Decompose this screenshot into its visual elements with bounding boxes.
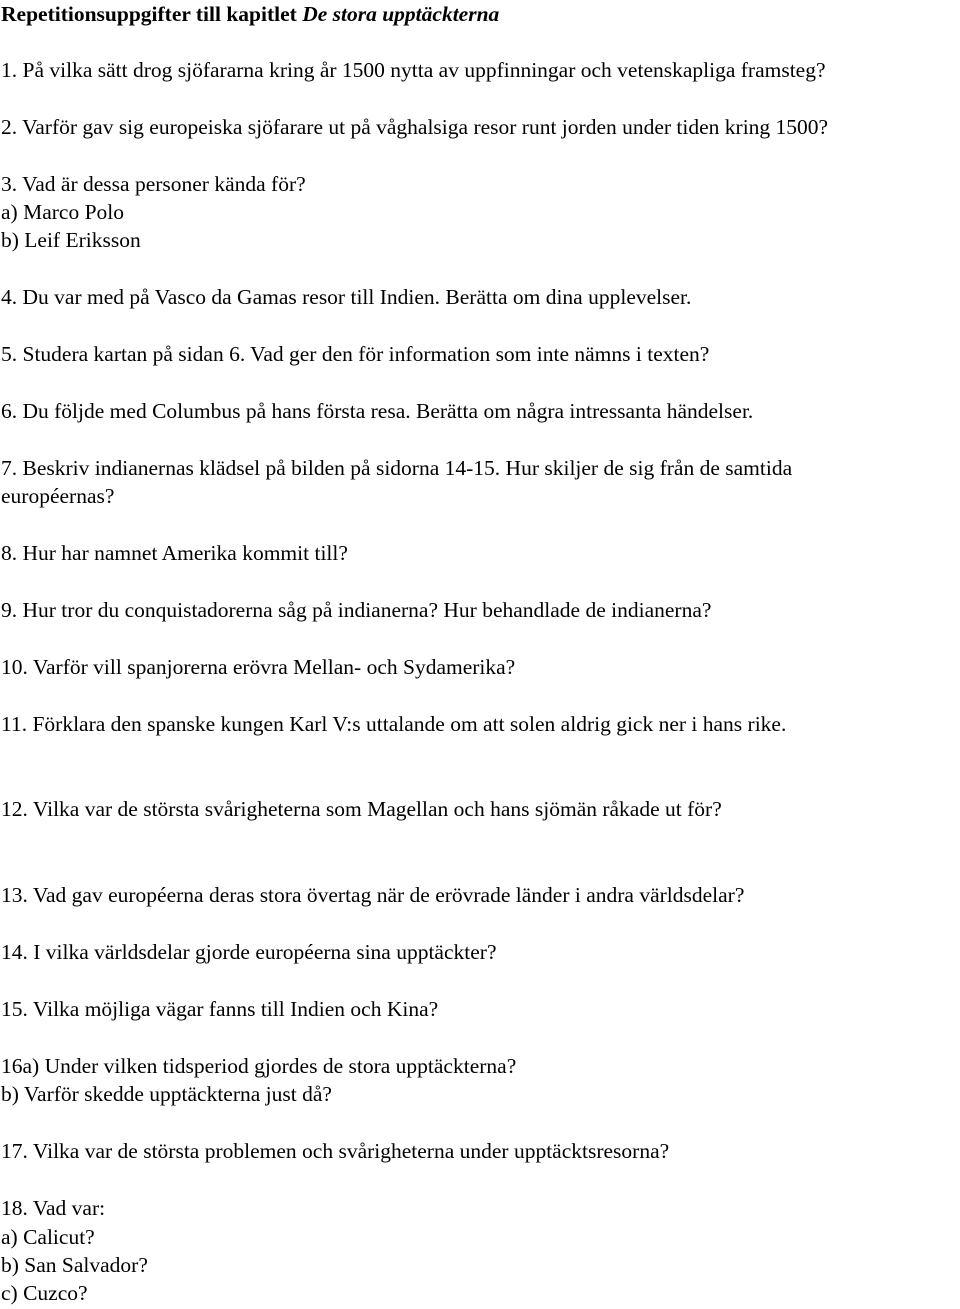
question-10: 10. Varför vill spanjorerna erövra Mellan- och Sydamerika? — [1, 655, 516, 679]
question-11: 11. Förklara den spanske kungen Karl V:s uttalande om att solen aldrig gick ner i hans rike. — [1, 712, 787, 736]
title-prefix: Repetitionsuppgifter till kapitlet — [1, 2, 303, 26]
question-2: 2. Varför gav sig europeiska sjöfarare ut på våghalsiga resor runt jorden under tiden kring 1500? — [1, 115, 829, 139]
question-17: 17. Vilka var de största problemen och svårigheterna under upptäcktsresorna? — [1, 1139, 670, 1163]
question-16a: 16a) Under vilken tidsperiod gjordes de stora upptäckterna? — [1, 1054, 517, 1078]
question-18a: a) Calicut? — [1, 1225, 95, 1249]
question-3a: a) Marco Polo — [1, 200, 124, 224]
question-12: 12. Vilka var de största svårigheterna som Magellan och hans sjömän råkade ut för? — [1, 797, 722, 821]
question-9: 9. Hur tror du conquistadorerna såg på indianerna? Hur behandlade de indianerna? — [1, 598, 712, 622]
question-13: 13. Vad gav européerna deras stora övertag när de erövrade länder i andra världsdelar? — [1, 883, 745, 907]
question-18b: b) San Salvador? — [1, 1253, 148, 1277]
question-7-line-2: européernas? — [1, 484, 115, 508]
question-16b: b) Varför skedde upptäckterna just då? — [1, 1082, 332, 1106]
question-5: 5. Studera kartan på sidan 6. Vad ger den för information som inte nämns i texten? — [1, 342, 710, 366]
question-8: 8. Hur har namnet Amerika kommit till? — [1, 541, 348, 565]
document-title — [1, 0, 499, 28]
question-7-line-1: 7. Beskriv indianernas klädsel på bilden på sidorna 14-15. Hur skiljer de sig från de samtida — [1, 456, 793, 480]
question-1: 1. På vilka sätt drog sjöfararna kring år 1500 nytta av uppfinningar och vetenskapliga framsteg? — [1, 58, 826, 82]
question-15: 15. Vilka möjliga vägar fanns till Indien och Kina? — [1, 997, 439, 1021]
question-18: 18. Vad var: — [1, 1196, 106, 1220]
question-4: 4. Du var med på Vasco da Gamas resor till Indien. Berätta om dina upplevelser. — [1, 285, 692, 309]
title-chapter-name: De stora upptäckterna — [302, 2, 500, 26]
question-3: 3. Vad är dessa personer kända för? — [1, 172, 306, 196]
question-14: 14. I vilka världsdelar gjorde européerna sina upptäckter? — [1, 940, 497, 964]
question-18c: c) Cuzco? — [1, 1281, 88, 1305]
question-6: 6. Du följde med Columbus på hans första resa. Berätta om några intressanta händelser. — [1, 399, 754, 423]
question-3b: b) Leif Eriksson — [1, 228, 141, 252]
